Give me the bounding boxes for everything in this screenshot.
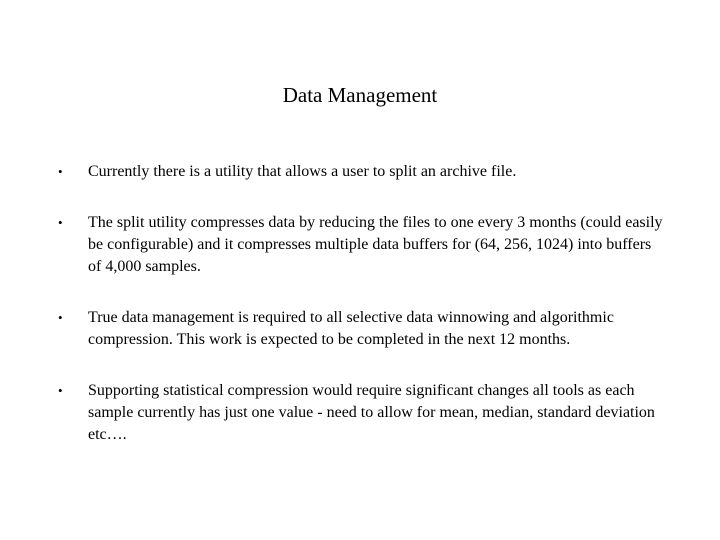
bullet-item [58, 380, 668, 446]
bullet-item [58, 161, 668, 183]
bullet-list [58, 161, 668, 446]
bullet-text: Currently there is a utility that allows a user to split an archive file. [88, 163, 517, 180]
bullet-text: True data management is required to all selective data winnowing and algorithmic compression. This work is expected to be completed in the next 12 months. [88, 309, 614, 348]
bullet-item [58, 212, 668, 278]
bullet-icon: • [58, 215, 63, 230]
bullet-icon: • [58, 383, 63, 398]
bullet-icon: • [58, 164, 63, 179]
slide-title: Data Management [282, 83, 438, 107]
bullet-text: Supporting statistical compression would require significant changes all tools as each sample currently has just one value - need to allow for mean, median, standard deviation etc…. [88, 382, 655, 443]
bullet-text: The split utility compresses data by reducing the files to one every 3 months (could easily be configurable) and it compresses multiple data buffers for (64, 256, 1024) into buffers of 4,000 samples. [88, 214, 663, 275]
bullet-item [58, 307, 668, 351]
bullet-icon: • [58, 310, 63, 325]
